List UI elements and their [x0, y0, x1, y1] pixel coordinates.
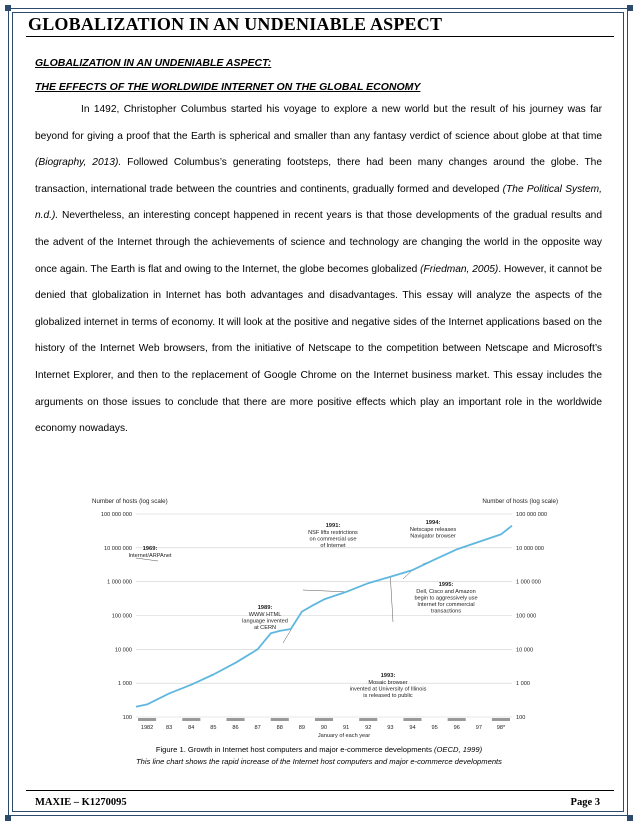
series-line-hosts	[136, 526, 512, 707]
x-tick-label: 94	[409, 725, 416, 731]
y-tick-label-left: 10 000	[114, 647, 132, 654]
y-tick-label-right: 100	[516, 715, 526, 721]
x-axis-band-segment	[226, 718, 244, 721]
annotation-year: 1995:	[438, 582, 454, 588]
citation-biography: (Biography, 2013).	[35, 157, 122, 169]
x-tick-label: 86	[232, 725, 239, 731]
x-axis-title: January of each year	[317, 733, 371, 739]
x-tick-label: 88	[276, 725, 283, 731]
x-axis-band-segment	[138, 718, 156, 721]
figure-caption-text: Figure 1. Growth in Internet host computers and major e-commerce developments	[155, 745, 434, 754]
annotation-text: of Internet	[320, 543, 346, 549]
figure-caption-citation: (OECD, 1999)	[434, 745, 483, 754]
footer-page-number: Page 3	[570, 797, 600, 808]
x-tick-label: 90	[320, 725, 328, 731]
annotation-year: 1993:	[380, 673, 396, 679]
x-tick-label: 98*	[496, 725, 506, 731]
annotation-text: NSF lifts restrictions	[308, 530, 358, 536]
annotation-text: at CERN	[253, 625, 277, 631]
y-axis-title-right: Number of hosts (log scale)	[482, 498, 558, 505]
page-header-title: GLOBALIZATION IN AN UNDENIABLE ASPECT	[28, 14, 443, 34]
annotation-text: invented at University of Illinois	[349, 686, 427, 693]
x-axis-band-segment	[448, 718, 466, 721]
annotation-text: Mosaic browser	[368, 680, 408, 686]
annotation-text: on commercial use	[309, 536, 357, 543]
x-tick-label: 85	[210, 725, 217, 731]
section-subheading: THE EFFECTS OF THE WORLDWIDE INTERNET ON THE GLOBAL ECONOMY	[35, 81, 421, 93]
x-axis-band-segment	[492, 718, 510, 721]
section-heading: GLOBALIZATION IN AN UNDENIABLE ASPECT:	[35, 57, 272, 69]
footer-author: MAXIE – K1270095	[35, 797, 127, 808]
paragraph-text-1: In 1492, Christopher Columbus started his voyage to explore a new world but the result of his journey was far beyond for giving a proof that the Earth is spherical and smaller than any fantasy verdict of science about globe at that time	[35, 104, 602, 142]
footer-rule	[26, 790, 614, 791]
y-tick-label-right: 1 000	[516, 681, 530, 688]
figure-subcaption: This line chart shows the rapid increase of the Internet host computers and major e-commerce developments	[136, 757, 502, 766]
annotation-leader	[303, 590, 346, 592]
annotation-text: Internet for commercial	[417, 602, 475, 608]
y-axis-title-left: Number of hosts (log scale)	[92, 498, 168, 505]
annotation-text: language invented	[242, 618, 288, 625]
annotation-year: 1994:	[425, 520, 441, 526]
y-tick-label-right: 100 000 000	[516, 512, 548, 518]
x-tick-label: 91	[343, 725, 350, 731]
corner-ornament-bl	[5, 815, 11, 821]
corner-ornament-br	[627, 815, 633, 821]
x-tick-label: 1982	[140, 725, 154, 731]
paragraph-text-3: Nevertheless, an interesting concept happened in recent years is that those developments of the gradual results and the advent of the Internet through the achievements of science and technology are changing the world in the opposite way once again. The Earth is flat and owing to the Internet, the globe becomes globalized	[35, 210, 602, 275]
x-tick-label: 83	[166, 725, 173, 731]
x-axis-band-segment	[359, 718, 377, 721]
x-axis-band-segment	[403, 718, 421, 721]
y-tick-label-left: 1 000 000	[107, 579, 132, 586]
annotation-text: transactions	[430, 608, 462, 615]
x-tick-label: 97	[475, 725, 482, 731]
chart-svg	[88, 493, 558, 741]
annotation-year: 1969:	[142, 546, 158, 552]
citation-political-system: (The Political System, n.d.).	[35, 183, 602, 222]
header-rule	[26, 36, 614, 37]
y-tick-label-right: 10 000 000	[516, 545, 544, 552]
annotation-text: Dell, Cisco and Amazon	[416, 589, 476, 595]
y-tick-label-left: 100	[122, 715, 132, 721]
corner-ornament-tr	[627, 5, 633, 11]
y-tick-label-left: 10 000 000	[104, 545, 132, 552]
internet-hosts-chart	[88, 493, 558, 741]
body-paragraph	[35, 97, 602, 443]
y-tick-label-left: 1 000	[118, 681, 132, 688]
x-tick-label: 87	[254, 725, 261, 731]
y-tick-label-right: 10 000	[516, 647, 534, 654]
annotation-text: Navigator browser	[410, 533, 456, 540]
annotation-text: is released to public	[363, 693, 413, 699]
x-tick-label: 89	[298, 725, 305, 731]
y-tick-label-right: 1 000 000	[516, 579, 541, 586]
x-tick-label: 95	[431, 725, 438, 731]
figure-caption	[0, 745, 638, 754]
x-tick-label: 84	[188, 725, 195, 731]
annotation-text: Internet/ARPAnet	[128, 553, 172, 559]
x-tick-label: 93	[387, 725, 394, 731]
y-tick-label-left: 100 000 000	[100, 512, 132, 518]
y-tick-label-left: 100 000	[111, 613, 132, 620]
x-tick-label: 96	[453, 725, 460, 731]
corner-ornament-tl	[5, 5, 11, 11]
annotation-text: Netscape releases	[409, 527, 457, 533]
annotation-year: 1989:	[257, 605, 273, 611]
x-axis-band-segment	[182, 718, 200, 721]
annotation-year: 1991:	[325, 523, 341, 529]
paragraph-text-4: . However, it cannot be denied that globalization in Internet has both advantages and disadvantages. This essay will analyze the aspects of the globalized internet in terms of economy. It will look at the positive and negative sides of the Internet applications based on the history of the Internet Web browsers, from the initiative of Netscape to the competition between Netscape and Microsoft’s Internet Explorer, and then to the replacement of Google Chrome on the Internet business market. This essay includes the arguments on those issues to conclude that there are more positive effects which play an important role in the worldwide economy nowadays.	[35, 263, 602, 435]
y-tick-label-right: 100 000	[516, 613, 537, 620]
x-axis-band-segment	[315, 718, 333, 721]
x-tick-label: 92	[365, 725, 372, 731]
annotation-text: begin to aggressively use	[414, 595, 478, 602]
citation-friedman: (Friedman, 2005)	[420, 263, 499, 275]
annotation-text: WWW HTML	[248, 612, 282, 618]
paragraph-text-2: Followed Columbus’s generating footsteps, there had been many changes around the globe. The transaction, international trade between the countries and continents, gradually formed and developed	[35, 157, 602, 195]
x-axis-band-segment	[271, 718, 289, 721]
